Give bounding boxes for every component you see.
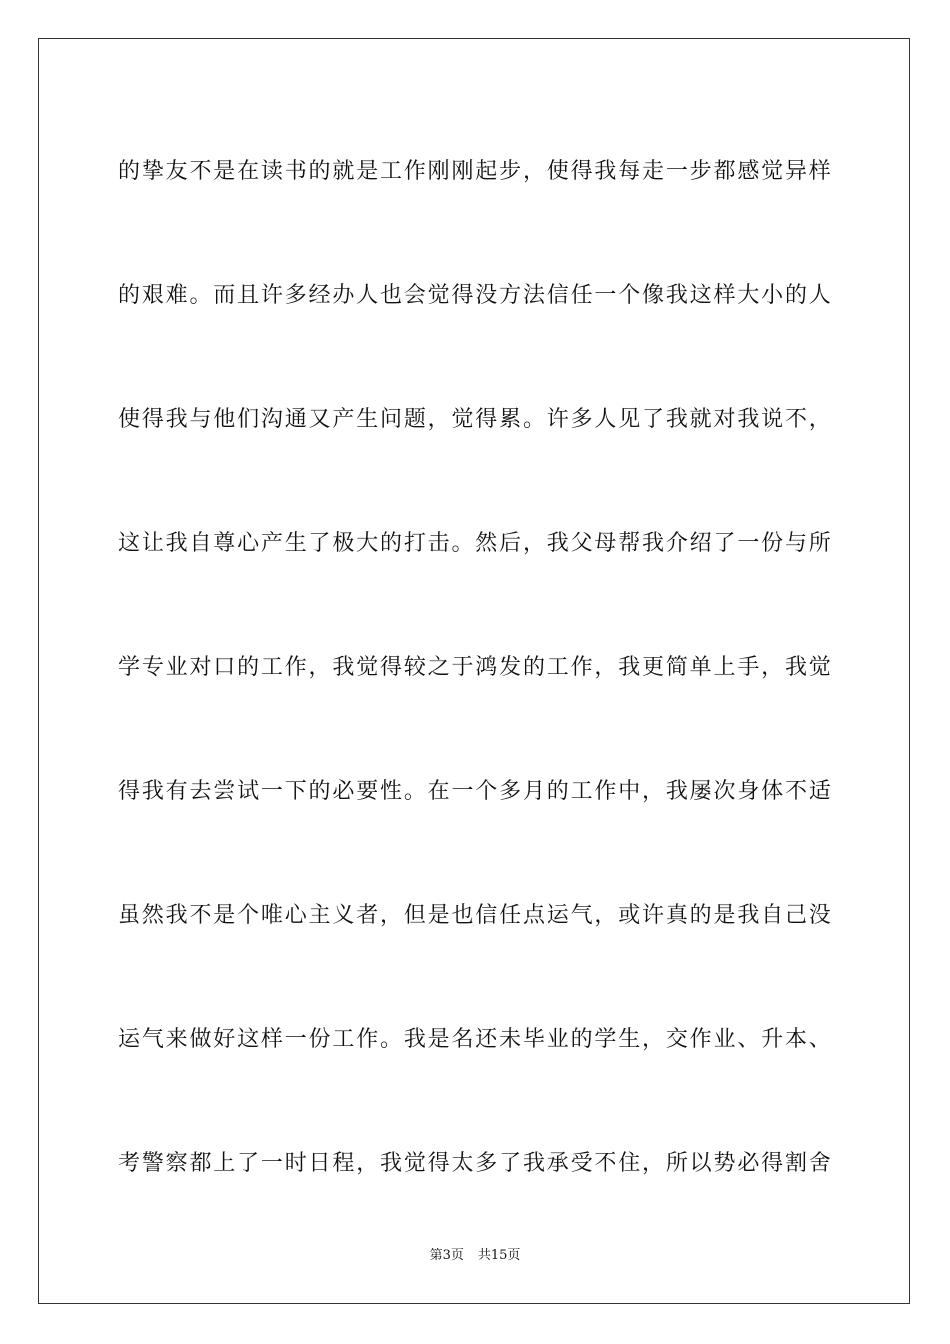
page-total: 共15页 [477,1248,521,1263]
text-line: 的挚友不是在读书的就是工作刚刚起步，使得我每走一步都感觉异样 [118,159,832,184]
text-line: 的艰难。而且许多经办人也会觉得没方法信任一个像我这样大小的人 [118,283,832,308]
text-line: 虽然我不是个唯心主义者，但是也信任点运气，或许真的是我自己没 [118,903,832,928]
text-line: 得我有去尝试一下的必要性。在一个多月的工作中，我屡次身体不适 [118,779,832,804]
text-line: 学专业对口的工作，我觉得较之于鸿发的工作，我更简单上手，我觉 [118,655,832,680]
text-line: 这让我自尊心产生了极大的打击。然后，我父母帮我介绍了一份与所 [118,531,832,556]
page-footer [0,1246,950,1266]
text-line: 运气来做好这样一份工作。我是名还未毕业的学生，交作业、升本、 [118,1027,832,1052]
page-number: 第3页 [429,1248,464,1263]
text-line: 考警察都上了一时日程，我觉得太多了我承受不住，所以势必得割舍 [118,1151,832,1176]
text-line: 使得我与他们沟通又产生问题，觉得累。许多人见了我就对我说不， [118,407,832,432]
